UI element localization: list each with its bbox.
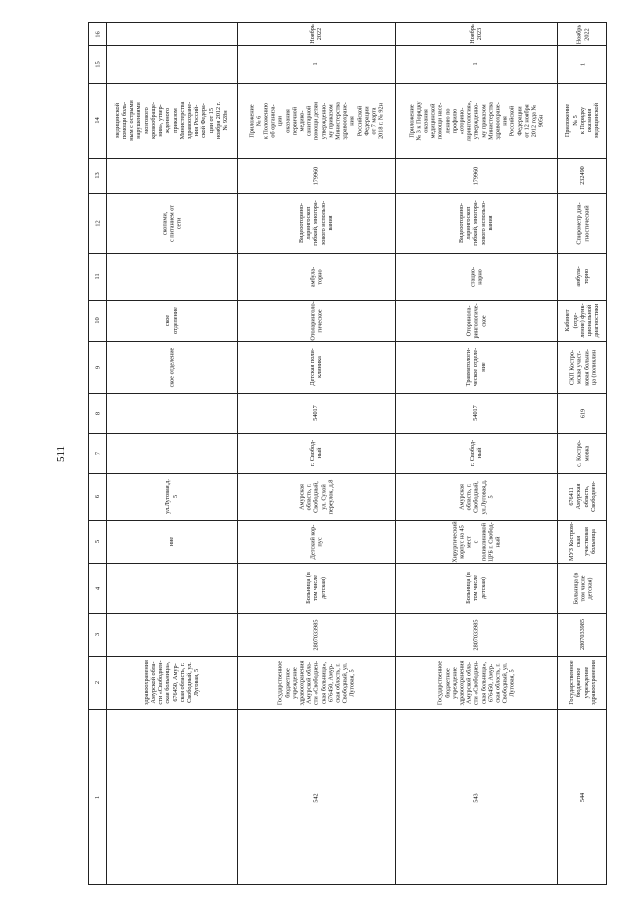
table-cell-row-544-col-12 xyxy=(557,193,608,253)
column-number-9 xyxy=(89,341,106,393)
table-cell-row-542-col-12 xyxy=(237,193,395,253)
table-cell-row-542-col-9-text: Детская поли- клиника xyxy=(308,348,323,386)
table-cell-row-543-col-2 xyxy=(395,656,557,709)
table-cell-row-cont-col-2 xyxy=(106,656,237,709)
table-cell-row-544-col-10 xyxy=(557,300,608,341)
table-cell-row-543-col-8 xyxy=(395,393,557,433)
table-cell-row-542-col-4-text: Больница (в том числе детская) xyxy=(305,572,327,604)
table-cell-row-544-col-8-text: 619 xyxy=(578,408,586,418)
column-number-16-text: 16 xyxy=(93,30,101,38)
table-cell-row-544-col-16-text: Ноябрь 2022 xyxy=(575,24,590,44)
table-cell-row-cont-col-3 xyxy=(106,613,237,656)
table-cell-row-542-col-11-text: амбула- торно xyxy=(308,266,323,287)
table-cell-row-542-col-16 xyxy=(237,23,395,45)
table-cell-row-542-col-5-text: Детский кор- пус xyxy=(308,524,323,559)
table-cell-row-542-col-4 xyxy=(237,563,395,613)
table-cell-row-544-col-2 xyxy=(557,656,608,709)
table-cell-row-544-col-2-text: Государственное бюджетное учреждение здравоохранения xyxy=(568,660,597,705)
table-cell-row-cont-col-3-text xyxy=(107,614,236,655)
table-cell-row-cont-col-14 xyxy=(106,83,237,158)
table-cell-row-544-col-7-text: с. Костро- мовка xyxy=(575,439,590,467)
column-number-9-text: 9 xyxy=(93,365,101,369)
column-number-13-text: 13 xyxy=(93,172,101,179)
table-cell-row-cont-col-2-text: здравоохранения Амурской обла- сти «Свободнен- ская больница», 676450, Амур- ская область, г. Свободный, ул. Луговая, 5 xyxy=(142,660,201,705)
column-number-10 xyxy=(89,300,106,341)
table-cell-row-cont-col-4 xyxy=(106,563,237,613)
column-number-3 xyxy=(89,613,106,656)
table-cell-row-542-col-12-text: Видеооторино- ларингоскоп гибкий, многора- зового использо- вания xyxy=(297,200,334,246)
table-cell-row-544-col-8 xyxy=(557,393,608,433)
table-cell-row-cont-col-6 xyxy=(106,473,237,520)
table-cell-row-543-col-4-text: Больница (в том числе детская) xyxy=(465,572,487,604)
column-number-12-text: 12 xyxy=(93,219,101,227)
table-cell-row-542-col-7 xyxy=(237,433,395,473)
column-number-8-text: 8 xyxy=(93,411,101,415)
table-cell-row-cont-col-8-text xyxy=(107,394,236,432)
column-number-5-text: 5 xyxy=(93,539,101,544)
table-cell-row-543-col-15-text: 1 xyxy=(472,62,480,66)
table-cell-row-542-col-13-text: 179960 xyxy=(312,166,320,185)
table-cell-row-cont-col-11 xyxy=(106,253,237,300)
table-cell-row-542-col-3 xyxy=(237,613,395,656)
table-cell-row-544-col-1 xyxy=(557,709,608,886)
table-cell-row-544-col-14-text: Приложение № 5 к Порядку оказания медицинской xyxy=(564,103,601,138)
table-cell-row-544-col-9-text: СКП Костро- мская участ- ковая больни- ца (поликлин xyxy=(568,348,597,386)
table-cell-row-cont-col-12-text: скопами, с питанием от сети xyxy=(160,204,183,242)
column-number-10-text: 10 xyxy=(93,317,101,324)
column-number-4 xyxy=(89,563,106,613)
table-cell-row-544-col-5 xyxy=(557,520,608,563)
table-cell-row-cont-col-10-text: ское отделение xyxy=(164,307,179,334)
table-cell-row-544-col-11 xyxy=(557,253,608,300)
table-cell-row-cont-col-15-text xyxy=(107,46,236,82)
table-cell-row-543-col-5-text: Хирургический корпус на 45 мест с поликлиникой ЦРБ г. Свобод- ный xyxy=(450,520,501,563)
table-cell-row-543-col-4 xyxy=(395,563,557,613)
column-number-3-text: 3 xyxy=(93,632,101,637)
table-cell-row-cont-col-1-text xyxy=(107,710,236,885)
table-cell-row-542-col-2-text: Государственное бюджетное учреждение здравоохранения Амурской обла- сти «Свободнен- ская больница», 676450, Амур- ская область, г. Свободный, ул. Луговая, 5 xyxy=(276,660,356,705)
table-cell-row-542-col-13 xyxy=(237,158,395,193)
table-cell-row-543-col-11-text: стацио- нарно xyxy=(468,266,483,287)
table-cell-row-544-col-6 xyxy=(557,473,608,520)
page-number: 511 xyxy=(55,445,67,463)
table-cell-row-543-col-3-text: 2807033985 xyxy=(472,619,480,650)
table-cell-row-543-col-14 xyxy=(395,83,557,158)
table-cell-row-543-col-14-text: Приложение № 3 к Порядку оказания медицинской помощи насе- лению по профилю «оторино- ларингология», утвержденно- му приказом Министерства здравоохране- ния Российской Федерации от 12 ноября 2012 года № 905н xyxy=(407,100,545,141)
table-cell-row-543-col-8-text: 54017 xyxy=(472,405,480,421)
table-cell-row-544-col-12-text: Спирометр диа- гностический xyxy=(575,201,590,245)
table-cell-row-cont-col-8 xyxy=(106,393,237,433)
table-cell-row-cont-col-10 xyxy=(106,300,237,341)
table-cell-row-543-col-7 xyxy=(395,433,557,473)
table-cell-row-cont-col-9-text: ское отделение xyxy=(167,347,175,387)
table-cell-row-cont-col-9 xyxy=(106,341,237,393)
table-cell-row-544-col-9 xyxy=(557,341,608,393)
table-cell-row-544-col-13 xyxy=(557,158,608,193)
table-cell-row-542-col-3-text: 2807033985 xyxy=(312,619,320,650)
table-cell-row-544-col-3-text: 2807033985 xyxy=(578,619,586,650)
table-cell-row-543-col-6 xyxy=(395,473,557,520)
table-cell-row-542-col-6 xyxy=(237,473,395,520)
table-cell-row-543-col-6-text: Амурская область, г. Свободный, ул.Луговая,д. 5 xyxy=(457,479,494,514)
table-cell-row-cont-col-13-text xyxy=(107,159,236,192)
table-cell-row-544-col-14 xyxy=(557,83,608,158)
table-cell-row-542-col-2 xyxy=(237,656,395,709)
column-number-14-text: 14 xyxy=(93,117,101,124)
table-cell-row-543-col-16 xyxy=(395,23,557,45)
table-cell-row-543-col-9 xyxy=(395,341,557,393)
table-cell-row-542-col-10-text: Отоларинголо- гическое xyxy=(308,300,323,341)
table-cell-row-cont-col-6-text: ул.Луговая,д. 5 xyxy=(164,479,179,514)
column-number-11 xyxy=(89,253,106,300)
table-cell-row-543-col-1 xyxy=(395,709,557,886)
table-cell-row-544-col-1-text: 544 xyxy=(578,792,586,803)
column-number-5 xyxy=(89,520,106,563)
column-number-7 xyxy=(89,433,106,473)
table-cell-row-544-col-4 xyxy=(557,563,608,613)
table-cell-row-542-col-14 xyxy=(237,83,395,158)
table-cell-row-542-col-14-text: Приложение № 6 к Положению об организа- ции оказания первичной медико- санитарной помощи детям утвержденно- му приказом Министерства здравоохране- ния Российской Федерации от 7 марта 2018 г. № 92н xyxy=(247,101,385,140)
table-cell-row-cont-col-4-text xyxy=(107,564,236,612)
table-cell-row-cont-col-7 xyxy=(106,433,237,473)
table-cell-row-544-col-15-text: 1 xyxy=(578,62,586,66)
table-cell-row-542-col-6-text: Амурская область, г. Свободный, ул. Сухой переулок, д.8 xyxy=(297,479,334,514)
column-number-15-text: 15 xyxy=(93,60,101,68)
table-cell-row-544-col-3 xyxy=(557,613,608,656)
table-cell-row-542-col-5 xyxy=(237,520,395,563)
table-cell-row-542-col-11 xyxy=(237,253,395,300)
column-number-14 xyxy=(89,83,106,158)
table-cell-row-543-col-3 xyxy=(395,613,557,656)
table-cell-row-cont-col-5-text: ние xyxy=(167,536,175,547)
table-cell-row-543-col-10 xyxy=(395,300,557,341)
table-cell-row-543-col-1-text: 543 xyxy=(472,792,480,803)
table-cell-row-542-col-1 xyxy=(237,709,395,886)
column-number-12 xyxy=(89,193,106,253)
table-cell-row-543-col-15 xyxy=(395,45,557,83)
table-cell-row-cont-col-16-text xyxy=(107,24,236,44)
table-cell-row-cont-col-15 xyxy=(106,45,237,83)
table-cell-row-543-col-16-text: Ноябрь 2023 xyxy=(468,24,483,44)
table-cell-row-544-col-4-text: Больница (в том числе детская) xyxy=(571,572,594,604)
table-cell-row-cont-col-1 xyxy=(106,709,237,886)
table-cell-row-cont-col-16 xyxy=(106,23,237,45)
table-cell-row-543-col-7-text: г. Свобод- ный xyxy=(468,439,483,467)
column-number-16 xyxy=(89,23,106,45)
table-cell-row-cont-col-14-text: медицинской помощи боль- ным с острыми нарушениями мозгового кровообраще- ния», утвер- жденного приказом Министерства здравоохране- ния Россий- ской Федера- ции от 15 ноября 2012 г. № 928н xyxy=(113,100,229,141)
table-cell-row-542-col-8-text: 54017 xyxy=(312,405,320,421)
table-cell-row-542-col-10 xyxy=(237,300,395,341)
table-cell-row-544-col-5-text: МУЗ Костром- ская участковая больница xyxy=(568,521,597,562)
table-cell-row-543-col-2-text: Государственное бюджетное учреждение здравоохранения Амурской обла- сти «Свободнен- ская больница», 676450, Амур- ская область, г. Свободный, ул. Луговая, 5 xyxy=(436,660,516,705)
column-number-8 xyxy=(89,393,106,433)
table-cell-row-544-col-11-text: амбула- торно xyxy=(575,266,590,287)
column-number-7-text: 7 xyxy=(93,451,101,455)
table-cell-row-543-col-10-text: Оторинола- рингологиче- ское xyxy=(465,302,487,339)
table-cell-row-543-col-12-text: Видеооторино- ларингоскоп гибкий, многора- зового использо- вания xyxy=(457,200,494,246)
table-cell-row-cont-col-7-text xyxy=(107,434,236,472)
column-number-6 xyxy=(89,473,106,520)
table-cell-row-cont-col-5 xyxy=(106,520,237,563)
table-cell-row-544-col-7 xyxy=(557,433,608,473)
table-cell-row-544-col-16 xyxy=(557,23,608,45)
table-cell-row-cont-col-11-text xyxy=(107,254,236,299)
registry-table xyxy=(88,22,607,885)
table-cell-row-543-col-13 xyxy=(395,158,557,193)
table-cell-row-543-col-9-text: Травматологи- ческое отделе- ние xyxy=(465,347,487,387)
table-cell-row-543-col-13-text: 179960 xyxy=(472,166,480,185)
table-cell-row-542-col-15-text: 1 xyxy=(312,62,320,66)
table-cell-row-542-col-16-text: Ноябрь 2022 xyxy=(308,24,323,44)
column-number-2-text: 2 xyxy=(93,680,101,685)
table-cell-row-cont-col-13 xyxy=(106,158,237,193)
column-number-2 xyxy=(89,656,106,709)
column-number-6-text: 6 xyxy=(93,494,101,499)
table-cell-row-544-col-10-text: Кабинет (отде- ление) функ- циональной диагностики xyxy=(564,303,601,338)
column-number-1-text: 1 xyxy=(93,795,101,800)
column-number-15 xyxy=(89,45,106,83)
table-cell-row-542-col-9 xyxy=(237,341,395,393)
table-cell-row-543-col-12 xyxy=(395,193,557,253)
table-cell-row-543-col-5 xyxy=(395,520,557,563)
column-number-4-text: 4 xyxy=(93,586,101,590)
column-number-1 xyxy=(89,709,106,886)
table-cell-row-542-col-7-text: г. Свобод- ный xyxy=(308,439,323,467)
table-cell-row-542-col-15 xyxy=(237,45,395,83)
table-cell-row-544-col-15 xyxy=(557,45,608,83)
table-cell-row-544-col-13-text: 232490 xyxy=(578,166,586,185)
table-cell-row-544-col-6-text: 676411 Амурская область, Свободнен- xyxy=(568,481,597,512)
table-cell-row-cont-col-12 xyxy=(106,193,237,253)
table-cell-row-543-col-11 xyxy=(395,253,557,300)
column-number-11-text: 11 xyxy=(93,273,101,280)
table-cell-row-542-col-8 xyxy=(237,393,395,433)
column-number-13 xyxy=(89,158,106,193)
table-cell-row-542-col-1-text: 542 xyxy=(312,792,320,803)
